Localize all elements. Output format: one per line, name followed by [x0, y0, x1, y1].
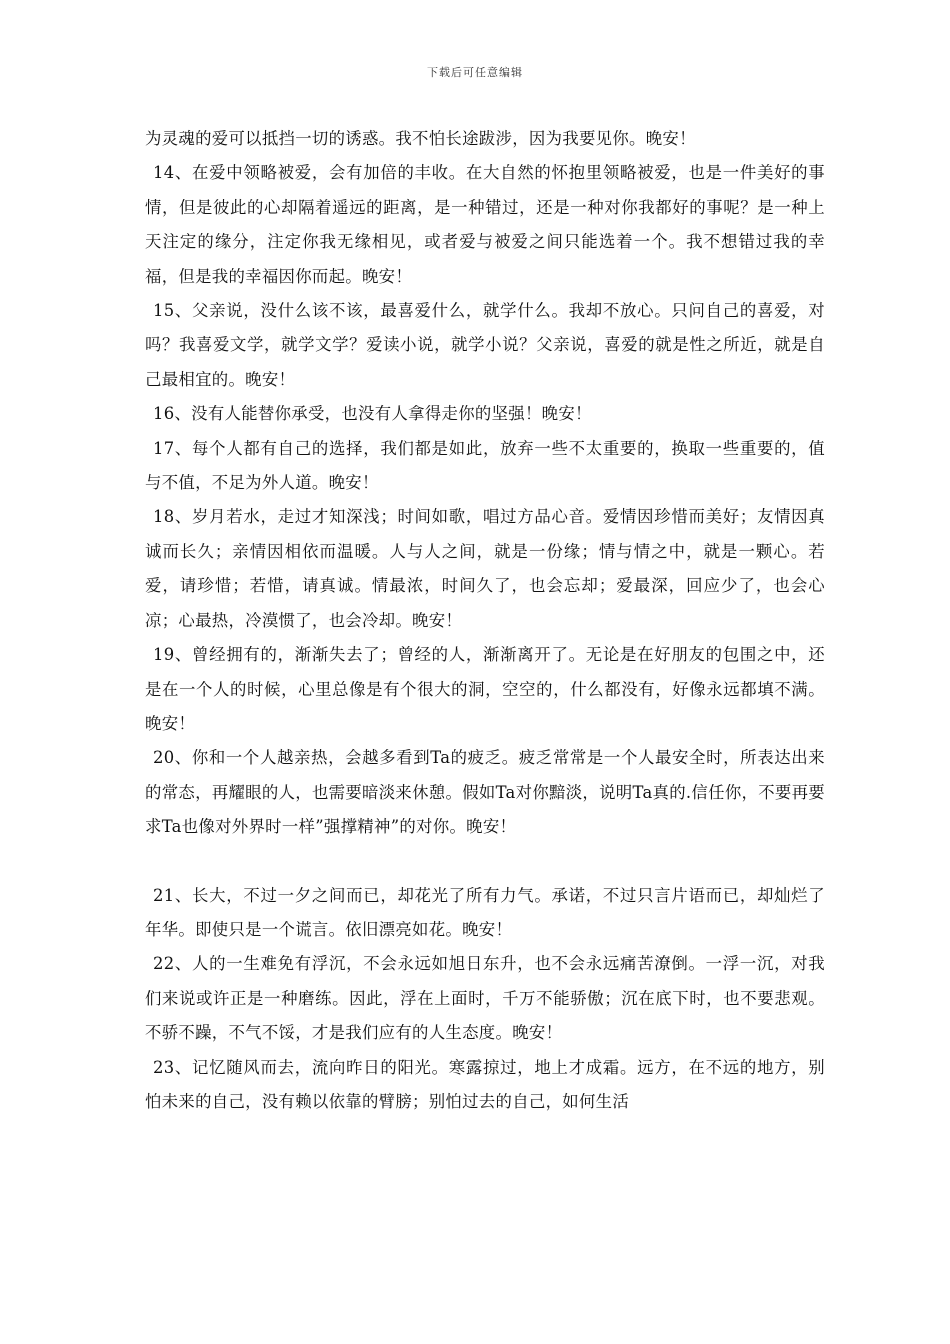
- paragraph-17: 17、每个人都有自己的选择，我们都是如此，放弃一些不太重要的，换取一些重要的，值与不值，不足为外人道。晚安！: [145, 438, 825, 493]
- paragraph-22: 22、人的一生难免有浮沉，不会永远如旭日东升，也不会永远痛苦潦倒。一浮一沉，对我们来说或许正是一种磨练。因此，浮在上面时，千万不能骄傲；沉在底下时，也不要悲观。不骄不躁，不气不馁，才是我们应有的人生态度。晚安！: [145, 954, 825, 1043]
- paragraph-13-end: 为灵魂的爱可以抵挡一切的诱惑。我不怕长途跋涉，因为我要见你。晚安！: [145, 129, 696, 148]
- paragraph-16: 16、没有人能替你承受，也没有人拿得走你的坚强！晚安！: [153, 404, 592, 424]
- paragraph-23: 23、记忆随风而去，流向昨日的阳光。寒露掠过，地上才成霜。远方，在不远的地方，别怕未来的自己，没有赖以依靠的臂膀；别怕过去的自己，如何生活: [145, 1057, 825, 1111]
- paragraph-14: 14、在爱中领略被爱，会有加倍的丰收。在大自然的怀抱里领略被爱，也是一件美好的事情，但是彼此的心却隔着遥远的距离，是一种错过，还是一种对你我都好的事呢？是一种上天注定的缘分，注定你我无缘相见，或者爱与被爱之间只能选着一个。我不想错过我的幸福，但是我的幸福因你而起。晚安！: [145, 163, 825, 286]
- paragraph-21: 21、长大，不过一夕之间而已，却花光了所有力气。承诺，不过只言片语而已，却灿烂了年华。即使只是一个谎言。依旧漂亮如花。晚安！: [145, 885, 825, 939]
- paragraph-15: 15、父亲说，没什么该不该，最喜爱什么，就学什么。我却不放心。只问自己的喜爱，对吗？我喜爱文学，就学文学？爱读小说，就学小说？父亲说，喜爱的就是性之所近，就是自己最相宜的。晚安！: [145, 301, 825, 389]
- paragraph-18: 18、岁月若水，走过才知深浅；时间如歌，唱过方品心音。爱情因珍惜而美好；友情因真诚而长久；亲情因相依而温暖。人与人之间，就是一份缘；情与情之中，就是一颗心。若爱，请珍惜；若惜，请真诚。情最浓，时间久了，也会忘却；爱最深，回应少了，也会心凉；心最热，冷漠惯了，也会冷却。晚安！: [145, 507, 825, 630]
- blank-line: [145, 845, 825, 879]
- document-body: [145, 122, 825, 1119]
- paragraph-20: 20、你和一个人越亲热，会越多看到Ta的疲乏。疲乏常常是一个人最安全时，所表达出来的常态，再耀眼的人，也需要暗淡来休憩。假如Ta对你黯淡，说明Ta真的.信任你，不要再要求Ta也像对外界时一样”强撑精神”的对你。晚安！: [145, 748, 825, 837]
- page-header: 下载后可任意编辑: [427, 66, 523, 79]
- paragraph-19: 19、曾经拥有的，渐渐失去了；曾经的人，渐渐离开了。无论是在好朋友的包围之中，还是在一个人的时候，心里总像是有个很大的洞，空空的，什么都没有，好像永远都填不满。晚安！: [145, 645, 825, 733]
